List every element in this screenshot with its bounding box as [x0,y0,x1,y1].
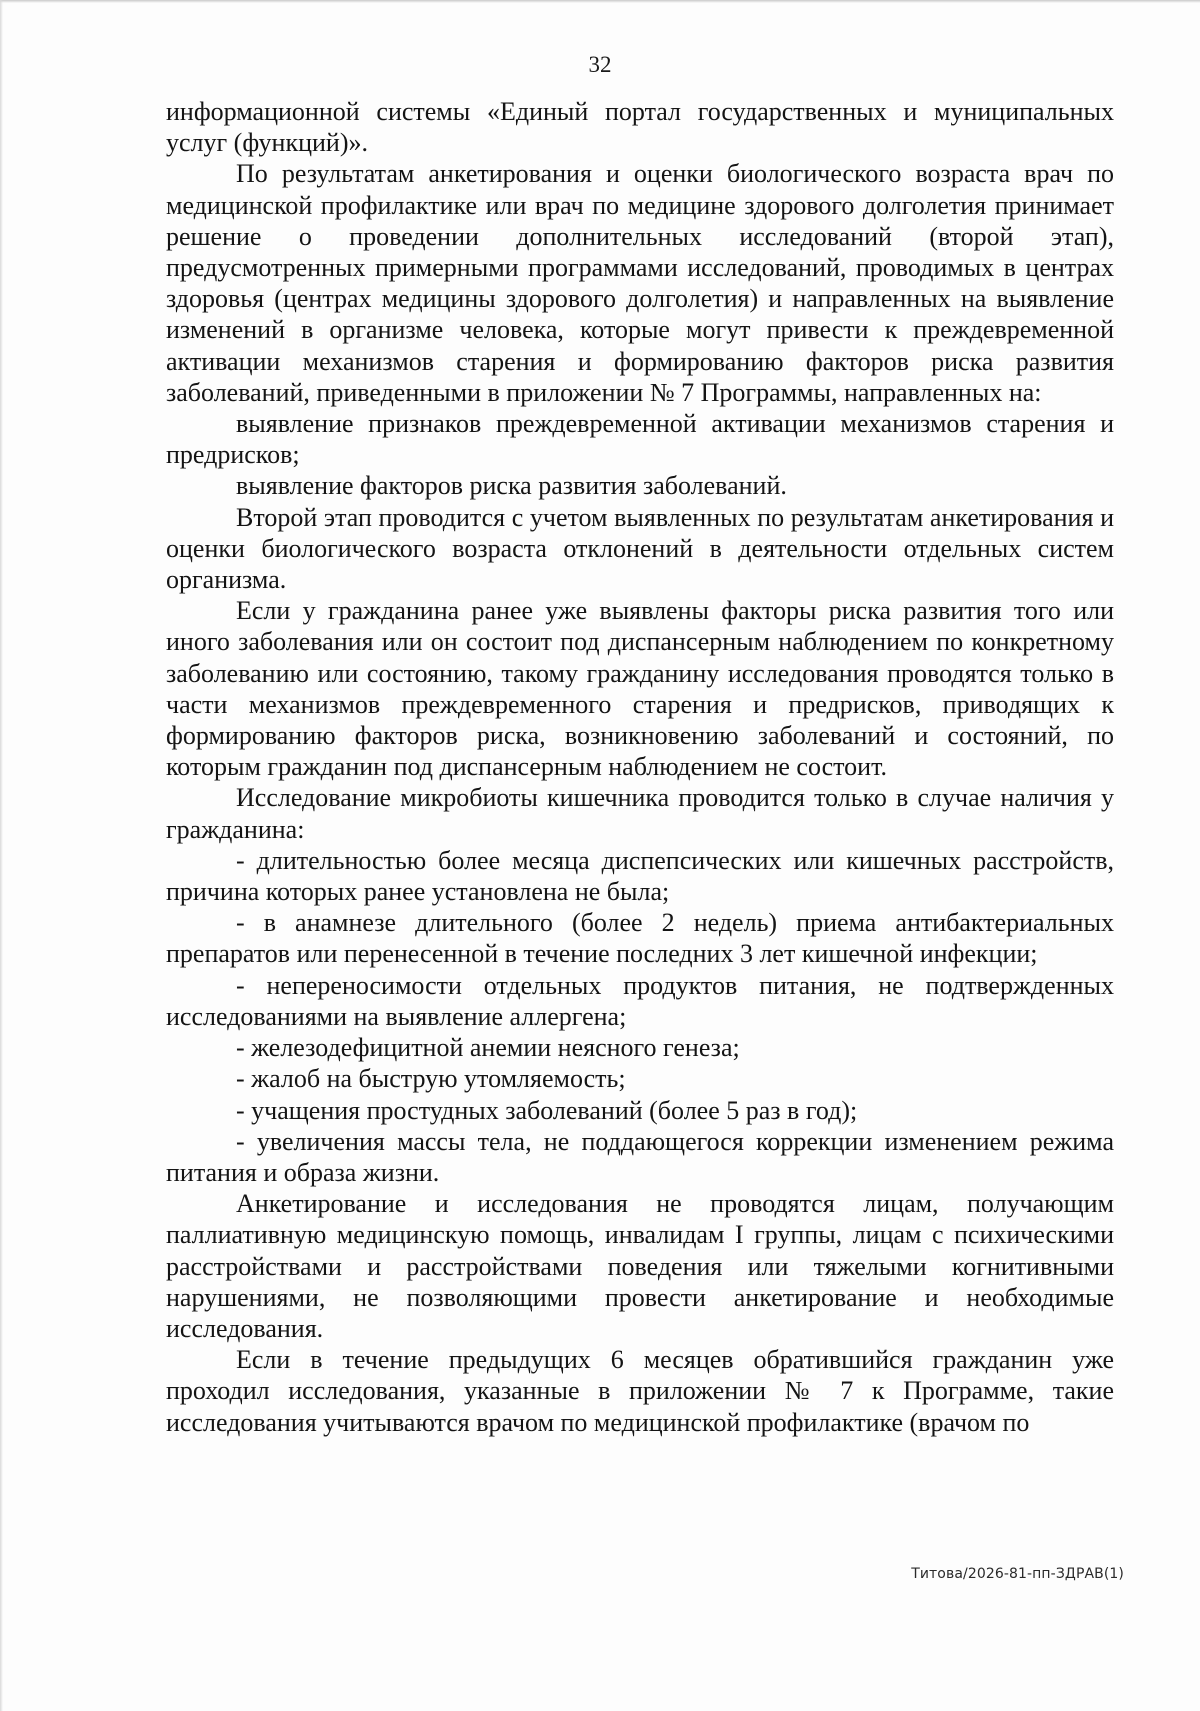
paragraph-microbiota-intro: Исследование микробиоты кишечника проводится только в случае наличия у гражданина: [166,783,1114,844]
list-item-dyspepsia: - длительностью более месяца диспепсических или кишечных расстройств, причина которых ранее установлена не была; [166,845,1114,907]
document-footer-tag: Титова/2026-81-пп-ЗДРАВ(1) [911,1566,1124,1582]
paragraph-aim-risk-factors: выявление факторов риска развития заболеваний. [236,471,787,501]
scan-edge-top [0,0,1200,3]
list-item-food-intolerance: - непереносимости отдельных продуктов питания, не подтвержденных исследованиями на выявление аллергена; [166,970,1114,1031]
page-number: 32 [588,52,612,77]
list-item-antibiotics: - в анамнезе длительного (более 2 недель) приема антибактериальных препаратов или перенесенной в течение последних 3 лет кишечной инфекции; [166,908,1114,969]
list-item-anemia: - железодефицитной анемии неясного генеза; [236,1033,740,1063]
list-item-fatigue: - жалоб на быструю утомляемость; [236,1064,626,1094]
document-body [166,96,1114,1438]
paragraph-continuation: информационной системы «Единый портал государственных и муниципальных услуг (функций)». [166,97,1114,158]
paragraph-second-stage-decision: По результатам анкетирования и оценки биологического возраста врач по медицинской профилактике или врач по медицине здорового долголетия принимает решение о проведении дополнительных исследований (второй этап), предусмотренных примерными программами исследований, проводимых в центрах здоровья (центрах медицины здорового долголетия) и направленных на выявление изменений в организме человека, которые могут привести к преждевременной активации механизмов старения и формированию факторов риска развития заболеваний, приведенными в приложении № 7 Программы, направленных на: [166,159,1114,407]
paragraph-aim-aging: выявление признаков преждевременной активации механизмов старения и предрисков; [166,409,1114,470]
list-item-weight-gain: - увеличения массы тела, не поддающегося коррекции изменением режима питания и образа жизни. [166,1126,1114,1187]
paragraph-existing-risk-factors: Если у гражданина ранее уже выявлены факторы риска развития того или иного заболевания или он состоит под диспансерным наблюдением по конкретному заболеванию или состоянию, такому гражданину исследования проводятся только в части механизмов преждевременного старения и предрисков, приводящих к формированию факторов риска, возникновению заболеваний и состояний, по которым гражданин под диспансерным наблюдением не состоит. [166,596,1114,782]
list-item-colds: - учащения простудных заболеваний (более 5 раз в год); [236,1095,858,1125]
paragraph-exclusions: Анкетирование и исследования не проводятся лицам, получающим паллиативную медицинскую помощь, инвалидам I группы, лицам с психическими расстройствами и расстройствами поведения или тяжелыми когнитивными нарушениями, не позволяющими провести анкетирование и необходимые исследования. [166,1189,1114,1343]
scan-edge-left [0,0,3,1711]
paragraph-previous-tests: Если в течение предыдущих 6 месяцев обратившийся гражданин уже проходил исследования, указанные в приложении № 7 к Программе, такие исследования учитываются врачом по медицинской профилактике (врачом по [166,1345,1114,1437]
paragraph-second-stage-basis: Второй этап проводится с учетом выявленных по результатам анкетирования и оценки биологического возраста отклонений в деятельности отдельных систем организма. [166,502,1114,595]
